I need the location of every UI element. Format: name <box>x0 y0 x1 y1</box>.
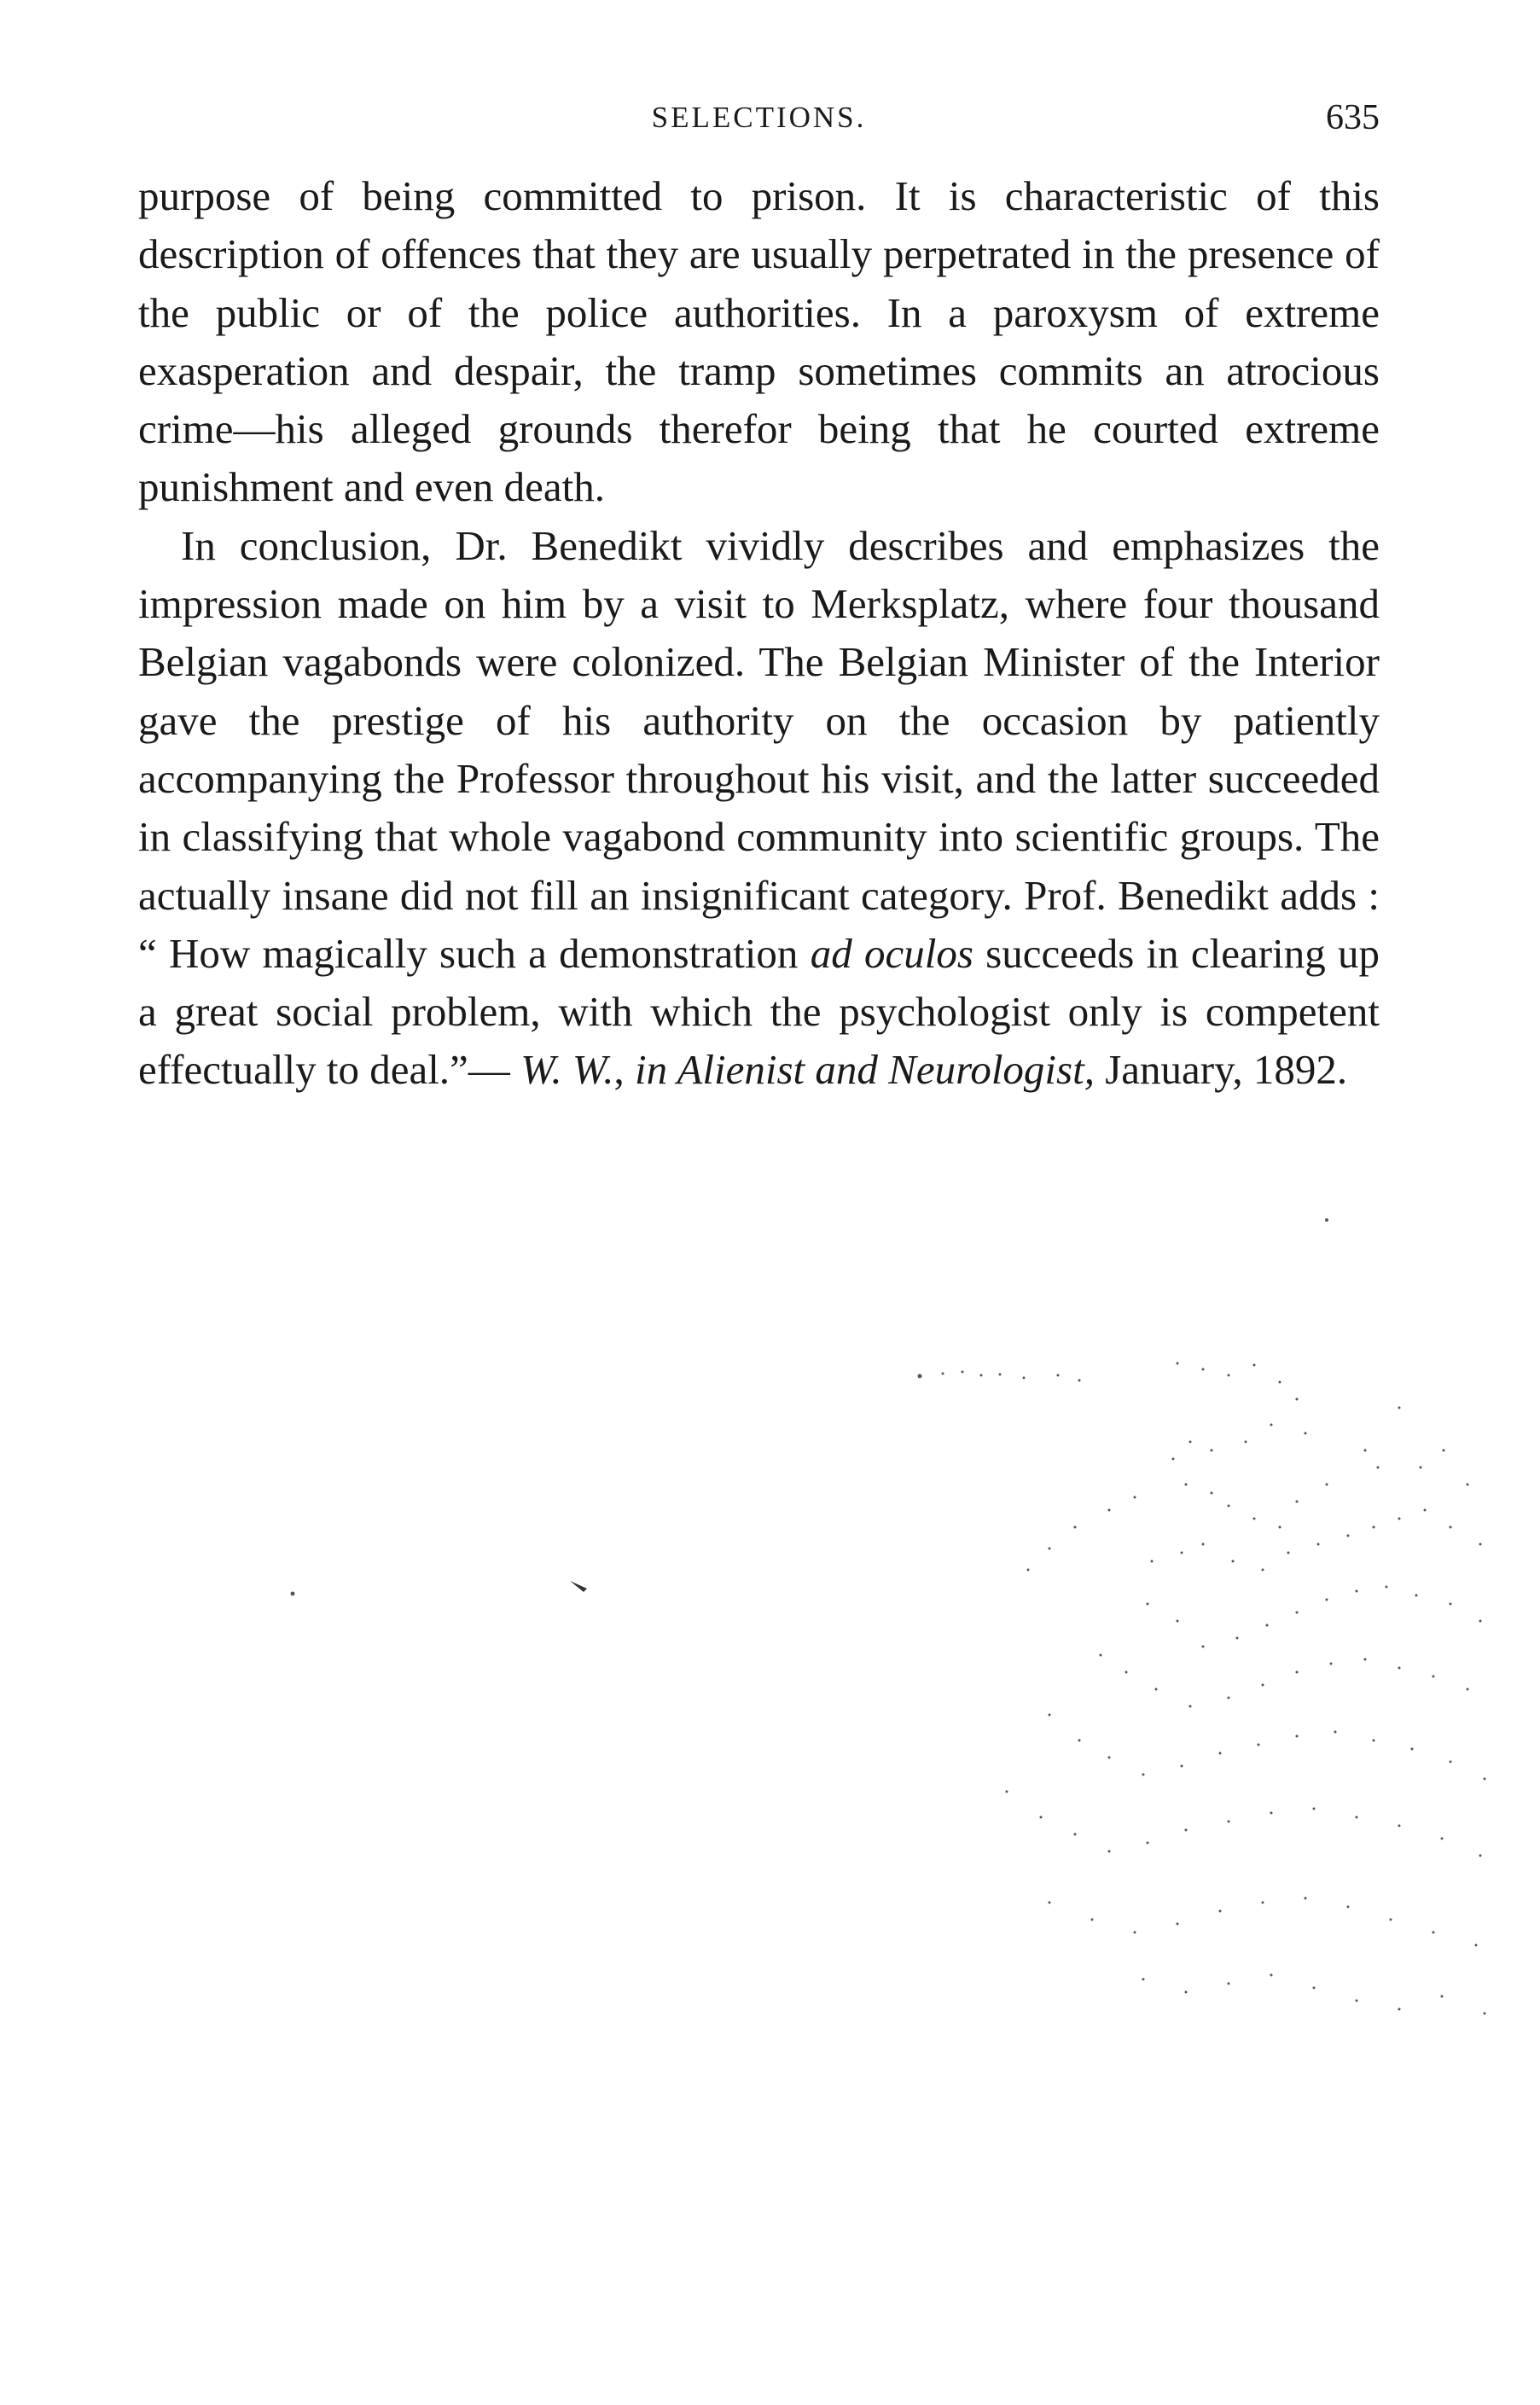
latin-phrase: ad oculos <box>810 929 973 977</box>
citation-source: in Alienist and Neurologist, <box>634 1046 1095 1094</box>
running-title: SELECTIONS. <box>651 101 867 134</box>
paragraph-conclusion-text: In conclusion, Dr. Benedikt vividly describes and emphasizes the impression made on him by a visit to Merksplatz, where four thousand Belgian vagabonds were colonized. The Belgian Minister of the Interior gave the prestige of his authority on the occasion by patiently accompanying the Professor throughout his visit, and the latter succeeded in classifying that whole vagabond community into scientific groups. The actually insane did not fill an insignificant category. Prof. Benedikt adds : “ How magically such a demonstration <box>138 521 1380 977</box>
citation-author: W. W. <box>520 1046 614 1094</box>
paragraph-conclusion-text-continued: succeeds in clearing up a great social problem, with which the psychologist only is competent effectually to deal.”— <box>138 929 1380 1094</box>
citation-date: January, 1892. <box>1094 1046 1348 1094</box>
paragraph-continuation: purpose of being committed to prison. It is characteristic of this description of offences that they are usually perpetrated in the presence of the public or of the police authorities. In a paroxysm of extreme exasperation and despair, the tramp sometimes commits an atrocious crime—his alleged grounds therefor being that he courted extreme punishment and even death. <box>138 172 1380 511</box>
page-number: 635 <box>1326 98 1380 137</box>
citation-separator: , <box>613 1046 635 1094</box>
